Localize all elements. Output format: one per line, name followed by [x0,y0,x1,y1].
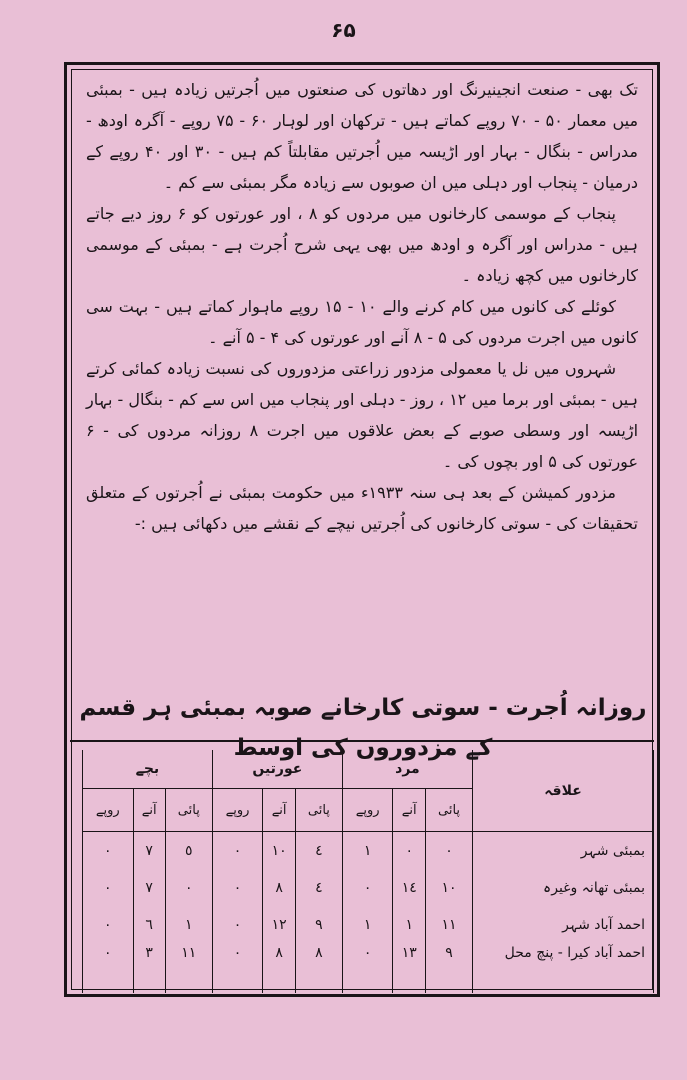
row-region: احمد آباد کیرا - پنچ محل [473,943,654,993]
body-text [86,74,638,539]
cell: ١٠ [263,832,296,870]
unit-pai: پائی [165,789,212,832]
paragraph-4: شہروں میں نل یا معمولی مزدور زراعتی مزدوروں کی نسبت زیادہ کمائی کرتے ہیں - بمبئی اور برما میں ۱۲ ، روز - دہلی اور پنجاب میں اس سے کم - بنگال - بہار اڑیسہ اور وسطی صوبے کے بعض علاقوں میں اجرت ۸ روزانہ مردوں کی - ۶ عورتوں کی ۵ اور بچوں کی ۔ [86,359,639,471]
cell: ٨ [263,943,296,993]
cell: ١ [342,906,393,943]
table-row [83,943,654,993]
cell: ٠ [83,832,134,870]
wages-table [82,750,654,993]
cell: ٠ [212,832,263,870]
cell: ٦ [133,906,165,943]
unit-anna: آنے [263,789,296,832]
cell: ٠ [212,906,263,943]
cell: ٠ [83,943,134,993]
cell: ١٢ [263,906,296,943]
cell: ١ [342,832,393,870]
cell: ٠ [342,869,393,906]
cell: ٩ [295,906,342,943]
table-row [83,832,654,870]
cell: ٤ [295,869,342,906]
unit-rupee: روپے [212,789,263,832]
table-row [83,906,654,943]
cell: ٠ [212,869,263,906]
cell: ٩ [426,943,473,993]
table-title: روزانہ اُجرت - سوتی کارخانے صوبہ بمبئی ہر قسم کے مزدوروں کی اوسط [79,695,647,761]
cell: ٤ [295,832,342,870]
cell: ٠ [83,906,134,943]
group-women: عورتیں [212,750,342,789]
cell: ١٠ [426,869,473,906]
cell: ١١ [426,906,473,943]
unit-anna: آنے [133,789,165,832]
cell: ٠ [342,943,393,993]
cell: ٠ [212,943,263,993]
paragraph-1: تک بھی - صنعت انجینیرنگ اور دھاتوں کی صنعتوں میں اُجرتیں زیادہ ہیں - بمبئی میں معمار ۵۰ - ۷۰ روپے کماتے ہیں - ترکھان اور لوہار ۶۰ - ۷۵ روپے - آگرہ اودھ - مدراس - بنگال - بہار اور اڑیسہ میں اُجرتیں مقابلتاً کم ہیں - ۳۰ اور ۴۰ روپے کے درمیان - پنجاب اور دہلی میں ان صوبوں سے زیادہ مگر بمبئی سے کم ۔ [86,80,639,192]
row-region: احمد آباد شہر [473,906,654,943]
cell: ١١ [165,943,212,993]
title-rule [70,740,654,742]
cell: ٠ [83,869,134,906]
page-number: ۶۵ [331,18,356,42]
paragraph-3: کوئلے کی کانوں میں کام کرنے والے ۱۰ - ۱۵ روپے ماہوار کماتے ہیں - بہت سی کانوں میں اجرت مردوں کی ۵ - ۸ آنے اور عورتوں کی ۴ - ۵ آنے ۔ [86,297,638,347]
cell: ٨ [263,869,296,906]
cell: ١ [165,906,212,943]
unit-pai: پائی [426,789,473,832]
group-children: بچے [83,750,213,789]
row-region: بمبئی تھانہ وغیرہ [473,869,654,906]
cell: ٧ [133,832,165,870]
unit-pai: پائی [295,789,342,832]
cell: ٨ [295,943,342,993]
unit-rupee: روپے [83,789,134,832]
cell: ٧ [133,869,165,906]
cell: ٣ [133,943,165,993]
cell: ٥ [165,832,212,870]
row-region: بمبئی شہر [473,832,654,870]
cell: ٠ [393,832,426,870]
cell: ٠ [426,832,473,870]
cell: ٠ [165,869,212,906]
group-men: مرد [342,750,472,789]
cell: ١٣ [393,943,426,993]
cell: ١ [393,906,426,943]
paragraph-5: مزدور کمیشن کے بعد ہی سنہ ۱۹۳۳ء میں حکومت بمبئی نے اُجرتوں کے متعلق تحقیقات کی - سوتی کارخانوں کی اُجرتیں نیچے کے نقشے میں دکھائی ہیں :- [86,483,638,533]
unit-rupee: روپے [342,789,393,832]
paragraph-2: پنجاب کے موسمی کارخانوں میں مردوں کو ۸ ، اور عورتوں کو ۶ روز دیے جاتے ہیں - مدراس اور آگرہ و اودھ میں بھی یہی شرح اُجرت ہے - بمبئی کے موسمی کارخانوں میں کچھ زیادہ ۔ [86,204,638,285]
unit-anna: آنے [393,789,426,832]
region-header: علاقہ [473,750,654,832]
table-group-header [83,750,654,789]
cell: ١٤ [393,869,426,906]
table-row [83,869,654,906]
